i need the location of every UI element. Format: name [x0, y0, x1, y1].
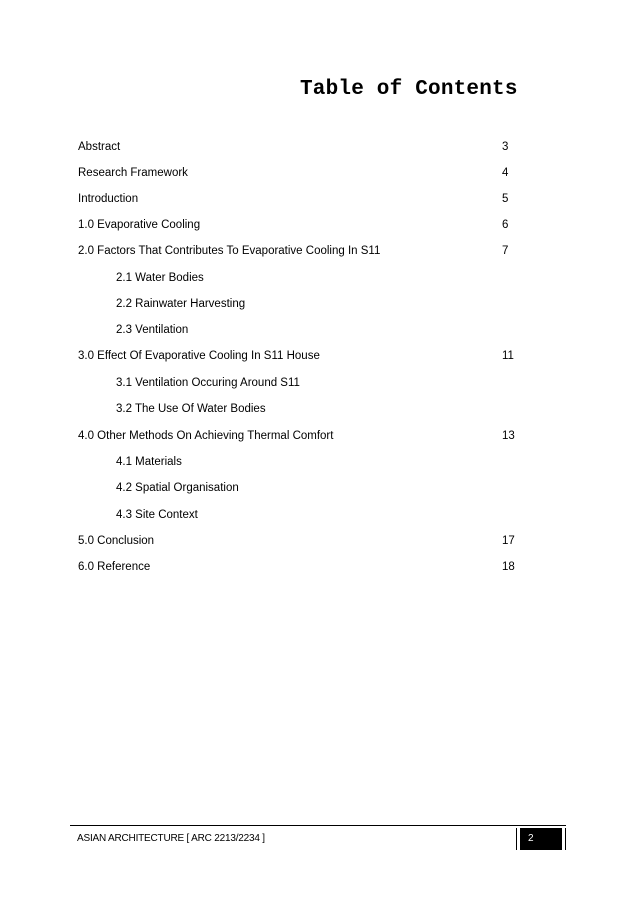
- toc-entry-label: 3.2 The Use Of Water Bodies: [116, 403, 266, 415]
- toc-entry-page: 13: [502, 430, 515, 442]
- toc-subentry-ventilation-occuring[interactable]: [0, 375, 638, 391]
- toc-entry-label: 4.1 Materials: [116, 456, 182, 468]
- footer-page-number: 2: [528, 833, 534, 844]
- toc-entry-label: 3.0 Effect Of Evaporative Cooling In S11 House: [78, 350, 320, 362]
- footer-page-number-box: [516, 828, 566, 850]
- toc-entry-page: 17: [502, 535, 515, 547]
- toc-entry-page: 7: [502, 245, 509, 257]
- toc-entry-reference[interactable]: [0, 559, 638, 575]
- page-title: Table of Contents: [300, 78, 518, 101]
- toc-entry-effect[interactable]: [0, 348, 638, 364]
- toc-entry-label: 1.0 Evaporative Cooling: [78, 219, 201, 231]
- toc-entry-label: 3.1 Ventilation Occuring Around S11: [116, 377, 300, 389]
- toc-entry-page: 4: [502, 167, 509, 179]
- toc-entry-label: 4.0 Other Methods On Achieving Thermal Comfort: [78, 430, 334, 442]
- toc-entry-label: Research Framework: [78, 167, 188, 179]
- toc-entry-label: Abstract: [78, 141, 121, 153]
- toc-subentry-site-context[interactable]: [0, 507, 638, 523]
- footer-page-number-fill: [520, 828, 562, 850]
- toc-subentry-spatial-organisation[interactable]: [0, 480, 638, 496]
- toc-entry-label: Introduction: [78, 193, 139, 205]
- toc-entry-introduction[interactable]: [0, 191, 638, 207]
- toc-entry-abstract[interactable]: [0, 139, 638, 155]
- toc-subentry-use-of-water-bodies[interactable]: [0, 401, 638, 417]
- footer-course-text: ASIAN ARCHITECTURE [ ARC 2213/2234 ]: [77, 833, 265, 844]
- toc-entry-page: 6: [502, 219, 509, 231]
- toc-subentry-rainwater-harvesting[interactable]: [0, 296, 638, 312]
- page-footer: [70, 825, 566, 850]
- toc-entry-page: 18: [502, 561, 515, 573]
- toc-subentry-water-bodies[interactable]: [0, 270, 638, 286]
- toc-entry-label: 6.0 Reference: [78, 561, 151, 573]
- toc-entry-page: 5: [502, 193, 509, 205]
- toc-entry-label: 4.3 Site Context: [116, 509, 198, 521]
- toc-entry-research-framework[interactable]: [0, 165, 638, 181]
- toc-entry-factors[interactable]: [0, 243, 638, 259]
- toc-entry-label: 2.2 Rainwater Harvesting: [116, 298, 246, 310]
- toc-entry-label: 5.0 Conclusion: [78, 535, 155, 547]
- toc-subentry-ventilation[interactable]: [0, 322, 638, 338]
- toc-entry-label: 4.2 Spatial Organisation: [116, 482, 239, 494]
- toc-entry-conclusion[interactable]: [0, 533, 638, 549]
- toc-entry-other-methods[interactable]: [0, 428, 638, 444]
- toc-entry-label: 2.0 Factors That Contributes To Evaporative Cooling In S11: [78, 245, 381, 257]
- toc-entry-evaporative-cooling[interactable]: [0, 217, 638, 233]
- toc-entry-label: 2.1 Water Bodies: [116, 272, 204, 284]
- toc-entry-page: 11: [502, 350, 514, 362]
- toc-entry-label: 2.3 Ventilation: [116, 324, 189, 336]
- toc-subentry-materials[interactable]: [0, 454, 638, 470]
- toc-entry-page: 3: [502, 141, 509, 153]
